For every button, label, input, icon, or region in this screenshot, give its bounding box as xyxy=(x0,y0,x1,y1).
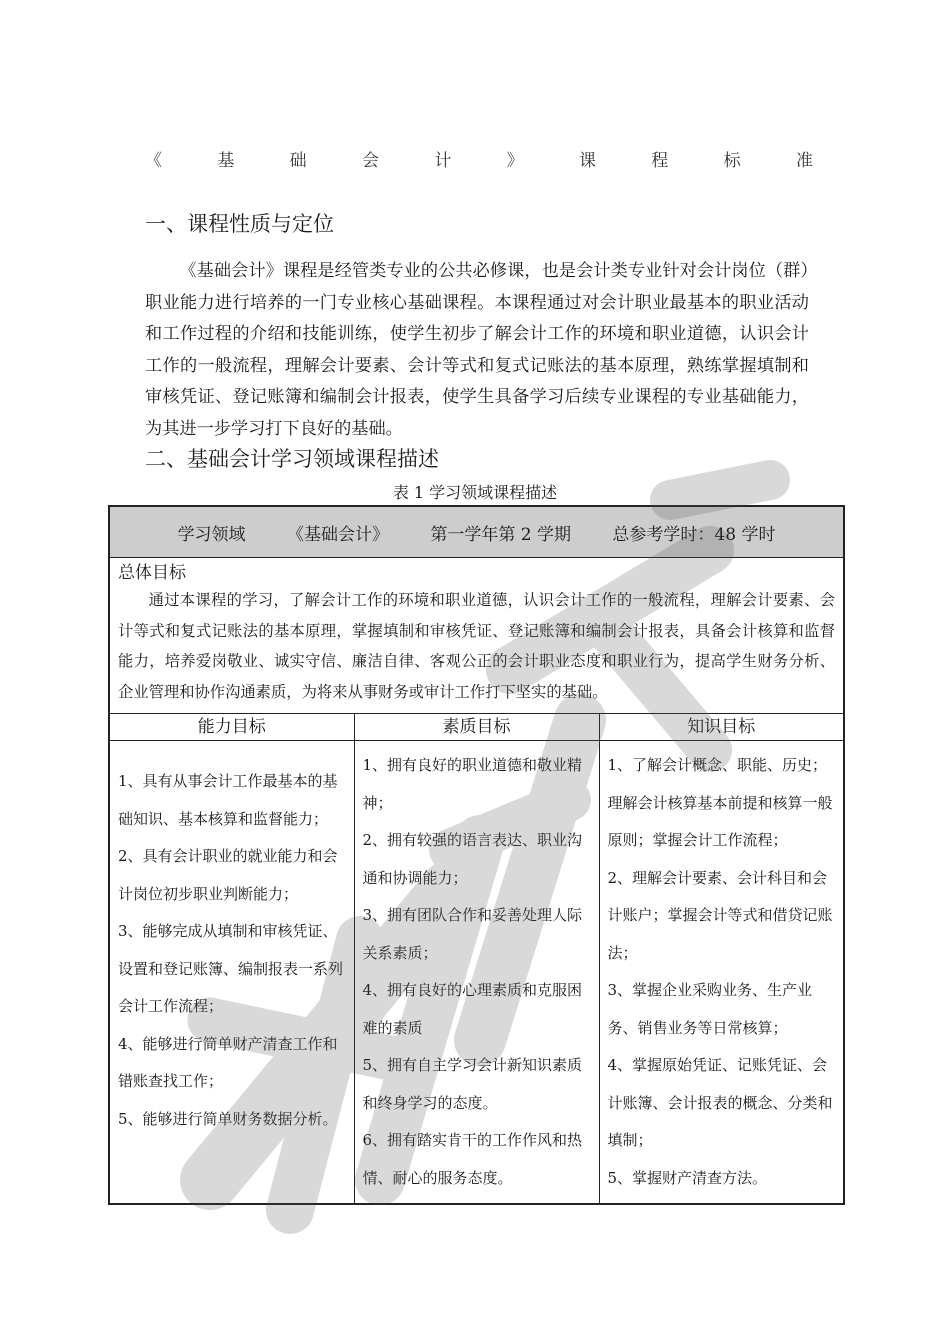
title-char: 础 xyxy=(289,151,307,171)
list-item: 3、能够完成从填制和审核凭证、设置和登记账簿、编制报表一系列会计工作流程； xyxy=(118,922,344,1015)
title-char: 《 xyxy=(145,151,162,171)
section2-heading: 二、基础会计学习领域课程描述 xyxy=(145,447,439,471)
title-char: 会 xyxy=(361,151,379,171)
title-char: 准 xyxy=(795,151,813,171)
overall-goal-row xyxy=(109,558,844,714)
overall-goal-title: 总体目标 xyxy=(118,563,186,583)
quality-goals-cell xyxy=(354,741,599,1205)
title-char: 程 xyxy=(651,151,669,171)
column-header-row xyxy=(109,714,844,741)
total-hours: 总参考学时：48 学时 xyxy=(612,524,776,545)
quality-goal-header: 素质目标 xyxy=(354,714,599,741)
list-item: 4、拥有良好的心理素质和克服困难的素质 xyxy=(362,981,583,1037)
list-item: 4、掌握原始凭证、记账凭证、会计账簿、会计报表的概念、分类和填制； xyxy=(607,1056,833,1149)
ability-goal-header: 能力目标 xyxy=(109,714,354,741)
list-item: 2、理解会计要素、会计科目和会计账户；掌握会计等式和借贷记账法； xyxy=(607,868,833,962)
semester: 第一学年第 2 学期 xyxy=(430,524,571,545)
list-item: 5、掌握财产清查方法。 xyxy=(607,1168,768,1187)
table-header-cell xyxy=(109,506,844,558)
section1-paragraph: 《基础会计》课程是经管类专业的公共必修课，也是会计类专业针对会计岗位（群）职业能力进行培养的一门专业核心基础课程。本课程通过对会计职业最基本的职业活动和工作过程的介绍和技能训练，使学生初步了解会计工作的环境和职业道德，认识会计工作的一般流程，理解会计要素、会计等式和复式记账法的基本原理，熟练掌握填制和审核凭证、登记账簿和编制会计报表，使学生具备学习后续专业课程的专业基础能力，为其进一步学习打下良好的基础。 xyxy=(145,261,809,439)
course-description-table xyxy=(108,505,845,1205)
overall-goal-cell xyxy=(109,558,844,714)
title-char: 基 xyxy=(217,151,235,171)
knowledge-goal-header: 知识目标 xyxy=(599,714,844,741)
list-item: 6、拥有踏实肯干的工作作风和热情、耐心的服务态度。 xyxy=(362,1131,583,1187)
list-item: 3、拥有团队合作和妥善处理人际关系素质； xyxy=(362,906,583,962)
ability-goals-cell xyxy=(109,741,354,1205)
course-name: 《基础会计》 xyxy=(286,524,389,545)
knowledge-goals-cell xyxy=(599,741,844,1205)
list-item: 1、具有从事会计工作最基本的基础知识、基本核算和监督能力； xyxy=(118,772,338,828)
field-label: 学习领域 xyxy=(177,524,246,545)
overall-goal-text: 通过本课程的学习，了解会计工作的环境和职业道德，认识会计工作的一般流程，理解会计要素、会计等式和复式记账法的基本原理，掌握填制和审核凭证、登记账簿和编制会计报表，具备会计核算和监督能力，培养爱岗敬业、诚实守信、廉洁自律、客观公正的会计职业态度和职业行为，提高学生财务分析、企业管理和协作沟通素质，为将来从事财务或审计工作打下坚实的基础。 xyxy=(118,591,836,701)
title-char: 标 xyxy=(723,151,741,171)
list-item: 2、具有会计职业的就业能力和会计岗位初步职业判断能力； xyxy=(118,847,338,903)
goals-row xyxy=(109,741,844,1205)
list-item: 3、掌握企业采购业务、生产业务、销售业务等日常核算； xyxy=(607,981,813,1037)
document-title xyxy=(145,146,813,171)
list-item: 1、了解会计概念、职能、历史；理解会计核算基本前提和核算一般原则；掌握会计工作流程； xyxy=(607,756,833,849)
list-item: 4、能够进行简单财产清查工作和错账查找工作； xyxy=(118,1034,338,1090)
list-item: 5、能够进行简单财务数据分析。 xyxy=(118,1109,338,1128)
title-char: 》 xyxy=(506,151,524,171)
list-item: 2、拥有较强的语言表达、职业沟通和协调能力； xyxy=(362,831,583,887)
title-char: 课 xyxy=(578,151,596,171)
title-char: 计 xyxy=(434,151,452,171)
list-item: 1、拥有良好的职业道德和敬业精神； xyxy=(362,756,583,812)
table-caption: 表 1 学习领域课程描述 xyxy=(392,483,558,502)
list-item: 5、拥有自主学习会计新知识素质和终身学习的态度。 xyxy=(362,1056,583,1112)
table-header-row xyxy=(109,506,844,558)
section1-heading: 一、课程性质与定位 xyxy=(145,212,334,236)
